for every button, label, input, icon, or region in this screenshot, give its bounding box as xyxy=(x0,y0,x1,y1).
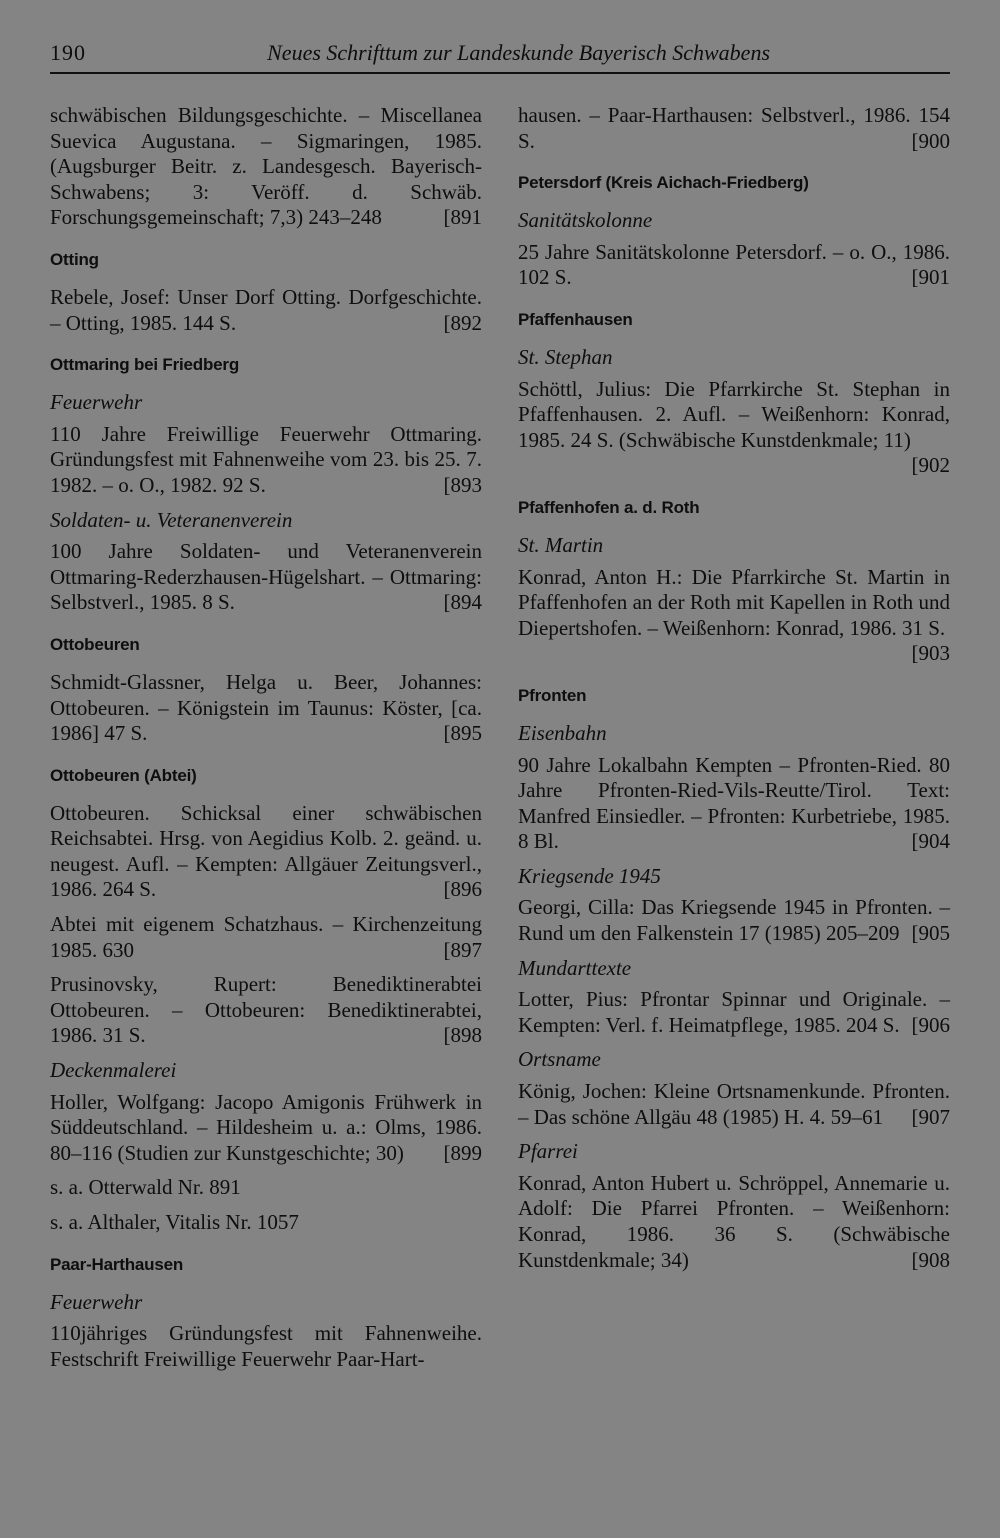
entry-text: schwäbischen Bildungsgeschichte. – Miscellanea Suevica Augustana. – Sigmaringen, 1985. (Augsburger Beitr. z. Landesgesch. Bayerisch-Schwabens; 3: Veröff. d. Schwäb. Forschungsgemeinschaft; 7,3) 243–248 xyxy=(50,103,482,230)
place-heading-pfaffenhofen: Pfaffenhofen a. d. Roth xyxy=(518,497,700,517)
entry-899 xyxy=(50,1090,482,1167)
subject-heading: Ortsname xyxy=(518,1047,601,1072)
entry-898 xyxy=(50,972,482,1049)
entry-903 xyxy=(518,565,950,667)
place-heading-ottmaring: Ottmaring bei Friedberg xyxy=(50,355,240,375)
running-head xyxy=(50,38,950,74)
subject-heading: St. Martin xyxy=(518,532,604,557)
entry-number: [891 xyxy=(443,205,482,230)
entry-number: [897 xyxy=(443,937,482,962)
entry-number: [908 xyxy=(911,1247,950,1272)
entry-text: Schmidt-Glassner, Helga u. Beer, Johannes: Ottobeuren. – Königstein im Taunus: Köster, [ca. 1986] 47 S. xyxy=(50,669,482,746)
entry-893 xyxy=(50,422,482,499)
entry-number: [900 xyxy=(911,128,950,153)
entry-892 xyxy=(50,285,482,336)
entry-895 xyxy=(50,670,482,747)
entry-891 xyxy=(50,103,482,231)
entry-text: 90 Jahre Lokalbahn Kempten – Pfronten-Ried. 80 Jahre Pfronten-Ried-Vils-Reutte/Tirol. Text: Manfred Einsiedler. – Pfronten: Kurbetriebe, 1985. 8 Bl. xyxy=(518,752,950,854)
entry-908 xyxy=(518,1171,950,1273)
entry-text: Prusinovsky, Rupert: Benediktinerabtei Ottobeuren. – Ottobeuren: Benediktinerabtei, 1986. 31 S. xyxy=(50,972,482,1048)
entry-905 xyxy=(518,895,950,946)
entry-text: Schöttl, Julius: Die Pfarrkirche St. Stephan in Pfaffenhausen. 2. Aufl. – Weißenhorn: Konrad, 1985. 24 S. (Schwäbische Kunstdenkmale; 11) xyxy=(518,376,950,452)
entry-number: [899 xyxy=(443,1140,482,1165)
subject-heading: Feuerwehr xyxy=(50,390,143,415)
subject-heading: Soldaten- u. Veteranenverein xyxy=(50,507,293,532)
place-heading-paar-harthausen: Paar-Harthausen xyxy=(50,1254,184,1274)
entry-number: [903 xyxy=(911,641,950,666)
entry-904 xyxy=(518,753,950,855)
entry-number: [902 xyxy=(911,453,950,478)
page-number: 190 xyxy=(50,40,86,65)
subject-heading: Mundarttexte xyxy=(518,955,632,980)
entry-text: Abtei mit eigenem Schatzhaus. – Kirchenzeitung 1985. 630 xyxy=(50,912,482,962)
left-column xyxy=(50,103,482,1382)
entry-text: Ottobeuren. Schicksal einer schwäbischen Reichsabtei. Hrsg. von Aegidius Kolb. 2. geänd. u. neugest. Aufl. – Kempten: Allgäuer Zeitungsverl., 1986. 264 S. xyxy=(50,800,482,902)
entry-896 xyxy=(50,801,482,903)
entry-901 xyxy=(518,240,950,291)
subject-heading: Feuerwehr xyxy=(50,1289,143,1314)
entry-text: hausen. – Paar-Harthausen: Selbstverl., 1986. 154 S. xyxy=(518,103,950,153)
entry-text: König, Jochen: Kleine Ortsnamenkunde. Pfronten. – Das schöne Allgäu 48 (1985) H. 4. 59–61 xyxy=(518,1079,950,1129)
entry-894 xyxy=(50,539,482,616)
entry-text: 110 Jahre Freiwillige Feuerwehr Ottmaring. Gründungsfest mit Fahnenweihe vom 23. bis 25. 7. 1982. – o. O., 1982. 92 S. xyxy=(50,421,482,497)
place-heading-otting: Otting xyxy=(50,249,99,269)
subject-heading: Pfarrei xyxy=(518,1139,578,1164)
entry-number: [893 xyxy=(443,472,482,497)
entry-900-start: 110jähriges Gründungsfest mit Fahnenweihe. Festschrift Freiwillige Feuerwehr Paar-Hart- xyxy=(50,1321,482,1371)
entry-text: 25 Jahre Sanitätskolonne Petersdorf. – o. O., 1986. 102 S. xyxy=(518,239,950,290)
entry-907 xyxy=(518,1079,950,1130)
place-heading-ottobeuren: Ottobeuren xyxy=(50,634,140,654)
subject-heading: Eisenbahn xyxy=(518,720,607,745)
entry-number: [894 xyxy=(443,590,482,615)
entry-number: [898 xyxy=(443,1023,482,1048)
subject-heading: St. Stephan xyxy=(518,344,613,369)
entry-900 xyxy=(518,103,950,154)
entry-906 xyxy=(518,987,950,1038)
subject-heading: Sanitätskolonne xyxy=(518,208,653,233)
subject-heading: Kriegsende 1945 xyxy=(518,863,661,888)
place-heading-pfronten: Pfronten xyxy=(518,685,587,705)
cross-reference: s. a. Otterwald Nr. 891 xyxy=(50,1175,241,1200)
entry-number: [892 xyxy=(443,310,482,335)
entry-text: Georgi, Cilla: Das Kriegsende 1945 in Pfronten. – Rund um den Falkenstein 17 (1985) 205–209 xyxy=(518,895,950,946)
place-heading-petersdorf: Petersdorf (Kreis Aichach-Friedberg) xyxy=(518,173,809,193)
place-heading-pfaffenhausen: Pfaffenhausen xyxy=(518,309,633,329)
entry-text: Konrad, Anton Hubert u. Schröppel, Annemarie u. Adolf: Die Pfarrei Pfronten. – Weißenhorn: Konrad, 1986. 36 S. (Schwäbische Kunstdenkmale; 34) xyxy=(518,1170,950,1272)
entry-number: [906 xyxy=(911,1012,950,1037)
entry-text: Holler, Wolfgang: Jacopo Amigonis Frühwerk in Süddeutschland. – Hildesheim u. a.: Olms, 1986. 80–116 (Studien zur Kunstgeschichte; 30) xyxy=(50,1089,482,1165)
place-heading-ottobeuren-abtei: Ottobeuren (Abtei) xyxy=(50,765,197,785)
entry-text: Lotter, Pius: Pfrontar Spinnar und Originale. – Kempten: Verl. f. Heimatpflege, 1985. 204 S. xyxy=(518,987,950,1037)
entry-number: [907 xyxy=(911,1104,950,1129)
entry-text: Rebele, Josef: Unser Dorf Otting. Dorfgeschichte. – Otting, 1985. 144 S. xyxy=(50,284,482,335)
right-column xyxy=(518,103,950,1282)
entry-number: [896 xyxy=(443,877,482,902)
journal-title: Neues Schrifttum zur Landeskunde Bayerisch Schwabens xyxy=(267,40,770,65)
entry-897 xyxy=(50,912,482,963)
entry-text: 100 Jahre Soldaten- und Veteranenverein Ottmaring-Rederzhausen-Hügelshart. – Ottmaring: Selbstverl., 1985. 8 S. xyxy=(50,539,482,615)
subject-heading: Deckenmalerei xyxy=(50,1058,177,1083)
entry-text: Konrad, Anton H.: Die Pfarrkirche St. Martin in Pfaffenhofen an der Roth mit Kapellen in Roth und Diepertshofen. – Weißenhorn: Konrad, 1986. 31 S. xyxy=(518,564,950,640)
entry-902 xyxy=(518,377,950,479)
entry-number: [905 xyxy=(911,921,950,946)
entry-number: [901 xyxy=(911,265,950,290)
cross-reference: s. a. Althaler, Vitalis Nr. 1057 xyxy=(50,1210,299,1234)
entry-number: [895 xyxy=(443,721,482,746)
entry-number: [904 xyxy=(911,829,950,854)
